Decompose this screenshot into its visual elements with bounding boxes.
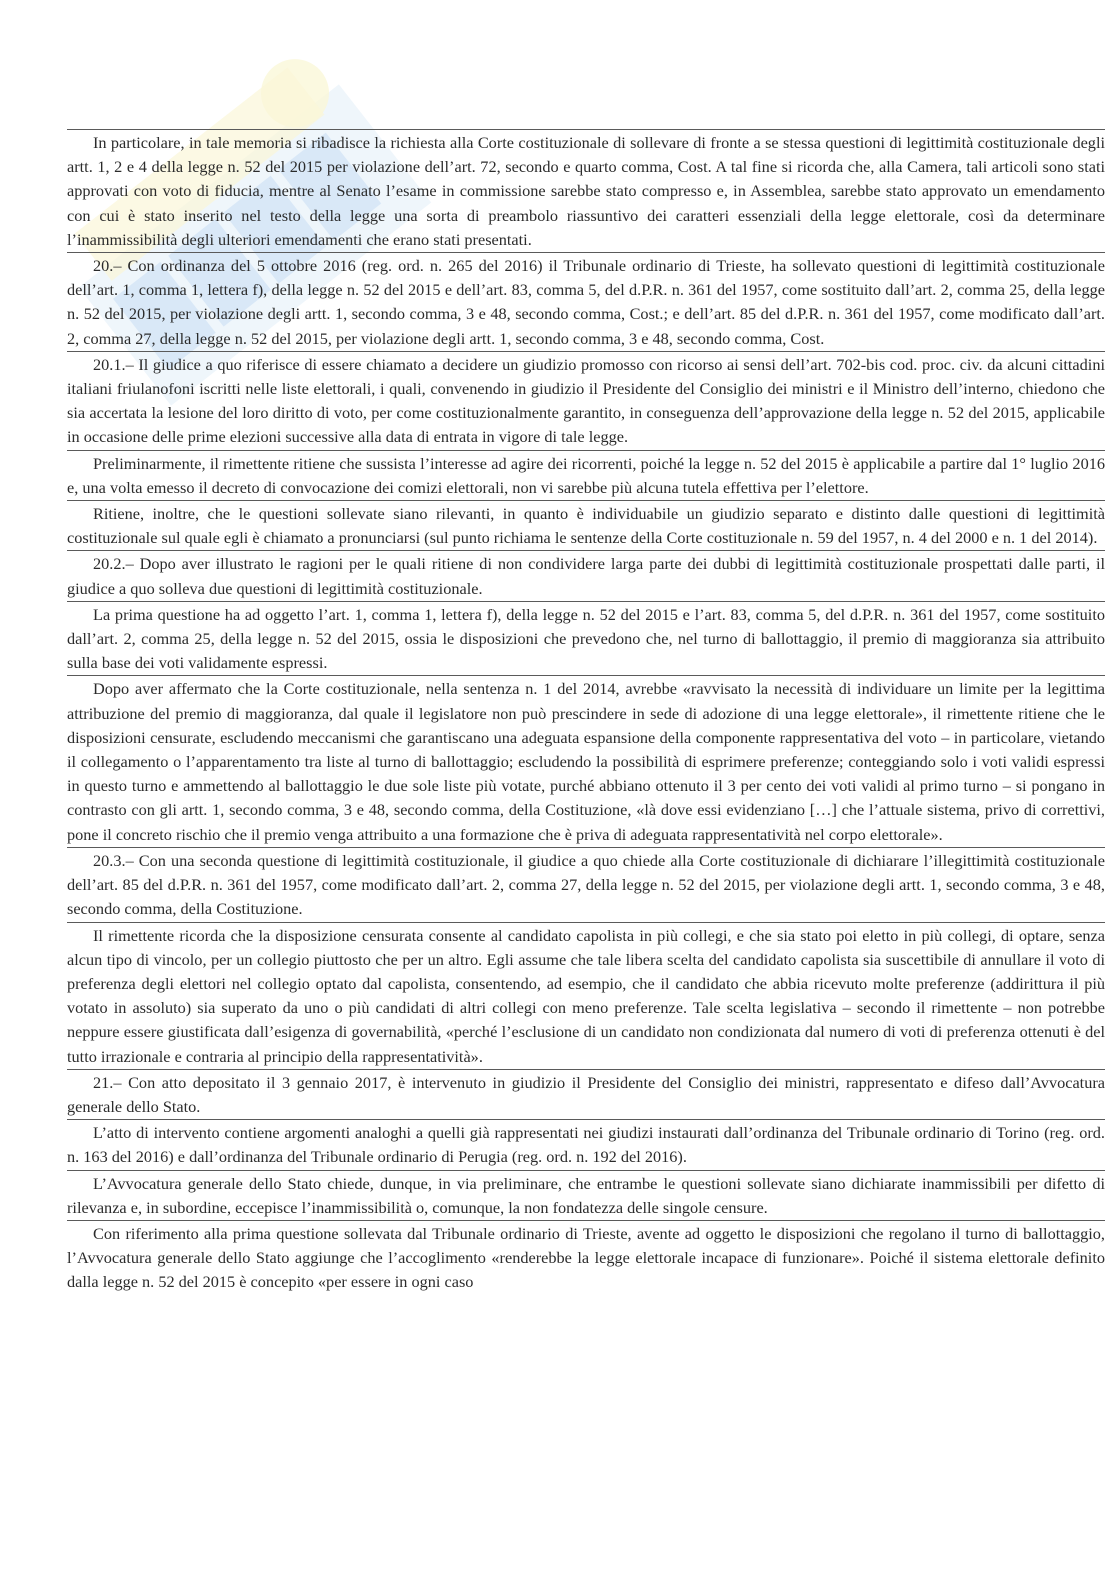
paragraph: L’atto di intervento contiene argomenti analoghi a quelli già rappresentati nei giudizi instaurati dall’ordinanza del Tribunale ordinario di Torino (reg. ord. n. 163 del 2016) e dall’ordinanza del Tribunale ordinario di Perugia (reg. ord. n. 192 del 2016). xyxy=(67,1119,1105,1169)
paragraph: 20.– Con ordinanza del 5 ottobre 2016 (reg. ord. n. 265 del 2016) il Tribunale ordinario di Trieste, ha sollevato questioni di legittimità costituzionale dell’art. 1, comma 1, lettera f), della legge n. 52 del 2015 e dell’art. 83, comma 5, del d.P.R. n. 361 del 1957, come sostituito dall’art. 2, comma 25, della legge n. 52 del 2015, per violazione degli artt. 1, secondo comma, 3 e 48, secondo comma, Cost.; e dell’art. 85 del d.P.R. n. 361 del 1957, come modificato dall’art. 2, comma 27, della legge n. 52 del 2015, per violazione degli artt. 1, secondo comma, 3 e 48, secondo comma, Cost. xyxy=(67,252,1105,351)
paragraph: In particolare, in tale memoria si ribadisce la richiesta alla Corte costituzionale di sollevare di fronte a se stessa questioni di legittimità costituzionale degli artt. 1, 2 e 4 della legge n. 52 del 2015 per violazione dell’art. 72, secondo e quarto comma, Cost. A tal fine si ricorda che, alla Camera, tali articoli sono stati approvati con voto di fiducia, mentre al Senato l’esame in commissione sarebbe stato compresso e, in Assemblea, sarebbe stato approvato un emendamento con cui è stato inserito nel testo della legge una sorta di preambolo riassuntivo dei caratteri essenziali della legge elettorale, così da determinare l’inammissibilità degli ulteriori emendamenti che erano stati presentati. xyxy=(67,129,1105,252)
document-page xyxy=(67,129,1105,1569)
paragraph: Dopo aver affermato che la Corte costituzionale, nella sentenza n. 1 del 2014, avrebbe «ravvisato la necessità di individuare un limite per la legittima attribuzione del premio di maggioranza, dal quale il legislatore non può prescindere in sede di adozione di una legge elettorale», il rimettente ritiene che le disposizioni censurate, escludendo meccanismi che garantiscano una adeguata espansione della componente rappresentativa del voto – in particolare, vietando il collegamento o l’apparentamento tra liste al turno di ballottaggio; escludendo la possibilità di esprimere preferenze; conteggiando solo i voti validi espressi in questo turno e ammettendo al ballottaggio le due sole liste più votate, purché abbiano ottenuto il 3 per cento dei voti validi al primo turno – si pongano in contrasto con gli artt. 1, secondo comma, 3 e 48, secondo comma, della Costituzione, «là dove essi evidenziano […] che l’attuale sistema, privo di correttivi, pone il concreto rischio che il premio venga attribuito a una formazione che è priva di adeguata rappresentatività nel corpo elettorale». xyxy=(67,675,1105,846)
paragraph: 20.3.– Con una seconda questione di legittimità costituzionale, il giudice a quo chiede alla Corte costituzionale di dichiarare l’illegittimità costituzionale dell’art. 85 del d.P.R. n. 361 del 1957, come modificato dall’art. 2, comma 27, della legge n. 52 del 2015, per violazione degli artt. 1, secondo comma, 3 e 48, secondo comma, della Costituzione. xyxy=(67,847,1105,922)
paragraph: 21.– Con atto depositato il 3 gennaio 2017, è intervenuto in giudizio il Presidente del Consiglio dei ministri, rappresentato e difeso dall’Avvocatura generale dello Stato. xyxy=(67,1069,1105,1119)
paragraph: 20.1.– Il giudice a quo riferisce di essere chiamato a decidere un giudizio promosso con ricorso ai sensi dell’art. 702-bis cod. proc. civ. da alcuni cittadini italiani friulanofoni iscritti nelle liste elettorali, i quali, convenendo in giudizio il Presidente del Consiglio dei ministri e il Ministro dell’interno, chiedono che sia accertata la lesione del loro diritto di voto, per come costituzionalmente garantito, in conseguenza dell’approvazione della legge n. 52 del 2015, applicabile in occasione delle prime elezioni successive alla data di entrata in vigore di tale legge. xyxy=(67,351,1105,450)
paragraph: 20.2.– Dopo aver illustrato le ragioni per le quali ritiene di non condividere larga parte dei dubbi di legittimità costituzionale prospettati dalle parti, il giudice a quo solleva due questioni di legittimità costituzionale. xyxy=(67,550,1105,600)
paragraph: Con riferimento alla prima questione sollevata dal Tribunale ordinario di Trieste, avente ad oggetto le disposizioni che regolano il turno di ballottaggio, l’Avvocatura generale dello Stato aggiunge che l’accoglimento «renderebbe la legge elettorale incapace di funzionare». Poiché il sistema elettorale definito dalla legge n. 52 del 2015 è concepito «per essere in ogni caso xyxy=(67,1220,1105,1295)
paragraph: Ritiene, inoltre, che le questioni sollevate siano rilevanti, in quanto è individuabile un giudizio separato e distinto dalle questioni di legittimità costituzionale sul quale egli è chiamato a pronunciarsi (sul punto richiama le sentenze della Corte costituzionale n. 59 del 1957, n. 4 del 2000 e n. 1 del 2014). xyxy=(67,500,1105,550)
paragraph: La prima questione ha ad oggetto l’art. 1, comma 1, lettera f), della legge n. 52 del 2015 e l’art. 83, comma 5, del d.P.R. n. 361 del 1957, come sostituito dall’art. 2, comma 25, della legge n. 52 del 2015, ossia le disposizioni che prevedono che, nel turno di ballottaggio, il premio di maggioranza sia attribuito sulla base dei voti validamente espressi. xyxy=(67,601,1105,676)
paragraph: Il rimettente ricorda che la disposizione censurata consente al candidato capolista in più collegi, e che sia stato poi eletto in più collegi, di optare, senza alcun tipo di vincolo, per un collegio piuttosto che per un altro. Egli assume che tale libera scelta del candidato capolista sia suscettibile di annullare il voto di preferenza degli elettori nel collegio optato dal capolista, consentendo, ad esempio, che il candidato che abbia ricevuto molte preferenze (addirittura il più votato in assoluto) sia superato da uno o più candidati di altri collegi con meno preferenze. Tale scelta legislativa – secondo il rimettente – non potrebbe neppure essere giustificata dall’esigenza di governabilità, «perché l’esclusione di un candidato non condizionata dal numero di voti di preferenza ottenuti è del tutto irrazionale e contraria al principio della rappresentatività». xyxy=(67,922,1105,1069)
paragraph: L’Avvocatura generale dello Stato chiede, dunque, in via preliminare, che entrambe le questioni sollevate siano dichiarate inammissibili per difetto di rilevanza e, in subordine, eccepisce l’inammissibilità o, comunque, la non fondatezza delle singole censure. xyxy=(67,1170,1105,1220)
paragraph: Preliminarmente, il rimettente ritiene che sussista l’interesse ad agire dei ricorrenti, poiché la legge n. 52 del 2015 è applicabile a partire dal 1° luglio 2016 e, una volta emesso il decreto di convocazione dei comizi elettorali, non vi sarebbe più alcuna tutela effettiva per l’elettore. xyxy=(67,450,1105,500)
